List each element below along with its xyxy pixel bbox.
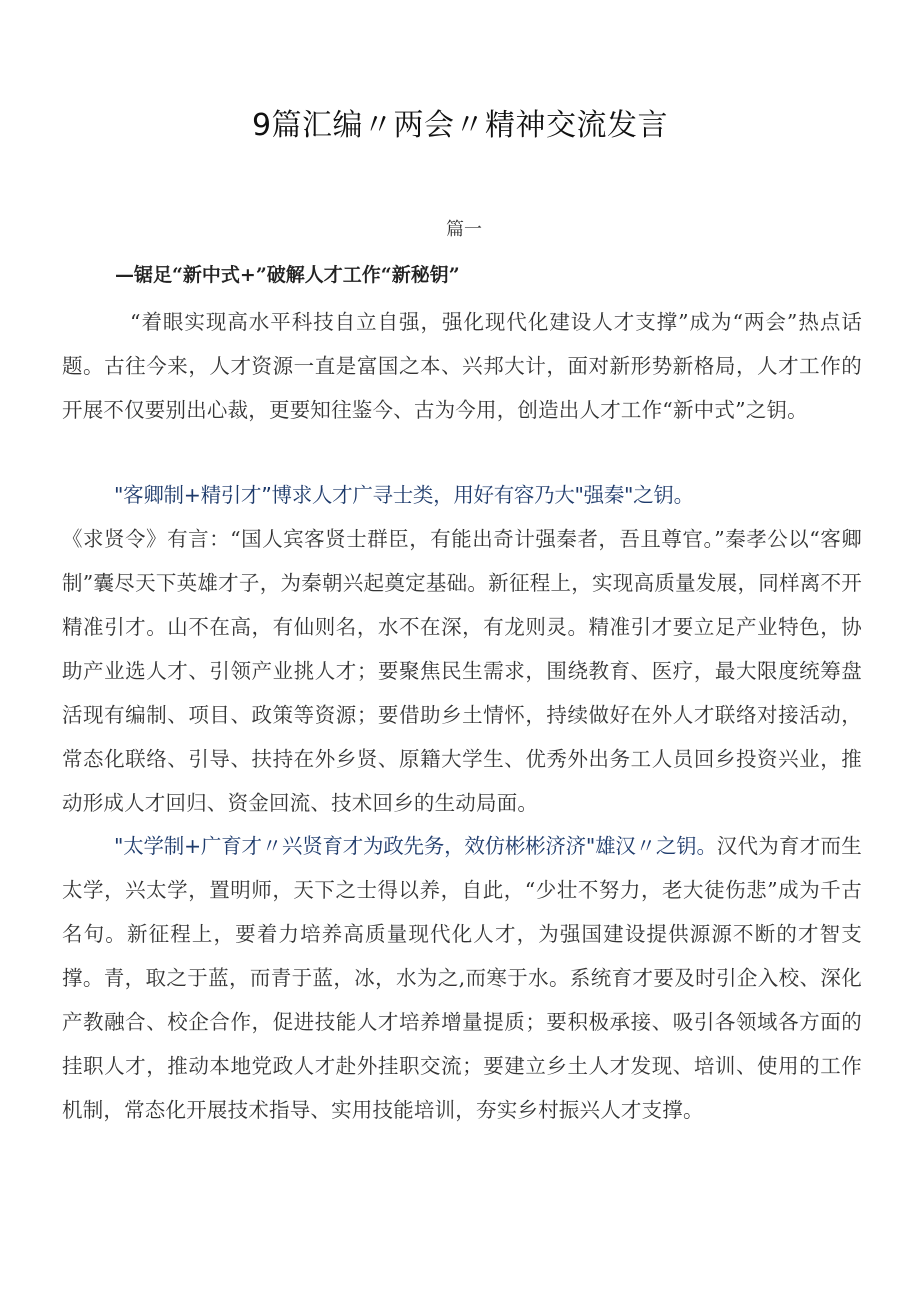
paragraph-heading-2: "客卿制+精引才”博求人才广寻士类，用好有容乃大"强秦"之钥。 bbox=[114, 483, 694, 507]
paragraph-body-2: 《求贤令》有言：“国人宾客贤士群臣，有能出奇计强秦者，吾且尊官。”秦孝公以“客卿制”囊尽天下英雄才子，为秦朝兴起奠定基础。新征程上，实现高质量发展，同样离不开精准引才。山不在高，有仙则名，水不在深，有龙则灵。精准引才要立足产业特色，协助产业选人才、引领产业挑人才；要聚焦民生需求，围绕教育、医疗，最大限度统筹盘活现有编制、项目、政策等资源；要借助乡土情怀，持续做好在外人才联络对接活动，常态化联络、引导、扶持在外乡贤、原籍大学生、优秀外出务工人员回乡投资兴业，推动形成人才回归、资金回流、技术回乡的生动局面。 bbox=[62, 527, 862, 815]
section-label: 篇一 bbox=[446, 219, 482, 240]
paragraph-body-3: 汉代为育才而生太学，兴太学，置明师，天下之士得以养，自此，“少壮不努力，老大徒伤悲”成为千古名句。新征程上，要着力培养高质量现代化人才，为强国建设提供源源不断的才智支撑。青，取之于蓝，而青于蓝，冰，水为之,而寒于水。系统育才要及时引企入校、深化产教融合、校企合作，促进技能人才培养增量提质；要积极承接、吸引各领域各方面的挂职人才，推动本地党政人才赴外挂职交流；要建立乡土人才发现、培训、使用的工作机制，常态化开展技术指导、实用技能培训，夯实乡村振兴人才支撑。 bbox=[62, 834, 863, 1122]
paragraph-heading-3: "太学制+广育才〃兴贤育才为政先务，效仿彬彬济济"雄汉〃之钥。 bbox=[114, 834, 717, 858]
section-subtitle: —锯足“新中式+”破解人才工作“新秘钥” bbox=[115, 264, 460, 286]
document-title: 9篇汇编〃两会〃精神交流发言 bbox=[251, 108, 669, 143]
paragraph-block-3 bbox=[62, 824, 862, 1132]
paragraph-block-2 bbox=[62, 473, 862, 825]
paragraph-intro: “着眼实现高水平科技自立自强，强化现代化建设人才支撑”成为“两会”热点话题。古往今来，人才资源一直是富国之本、兴邦大计，面对新形势新格局，人才工作的开展不仅要别出心裁，更要知往鉴今、古为今用，创造出人才工作“新中式”之钥。 bbox=[62, 310, 862, 422]
